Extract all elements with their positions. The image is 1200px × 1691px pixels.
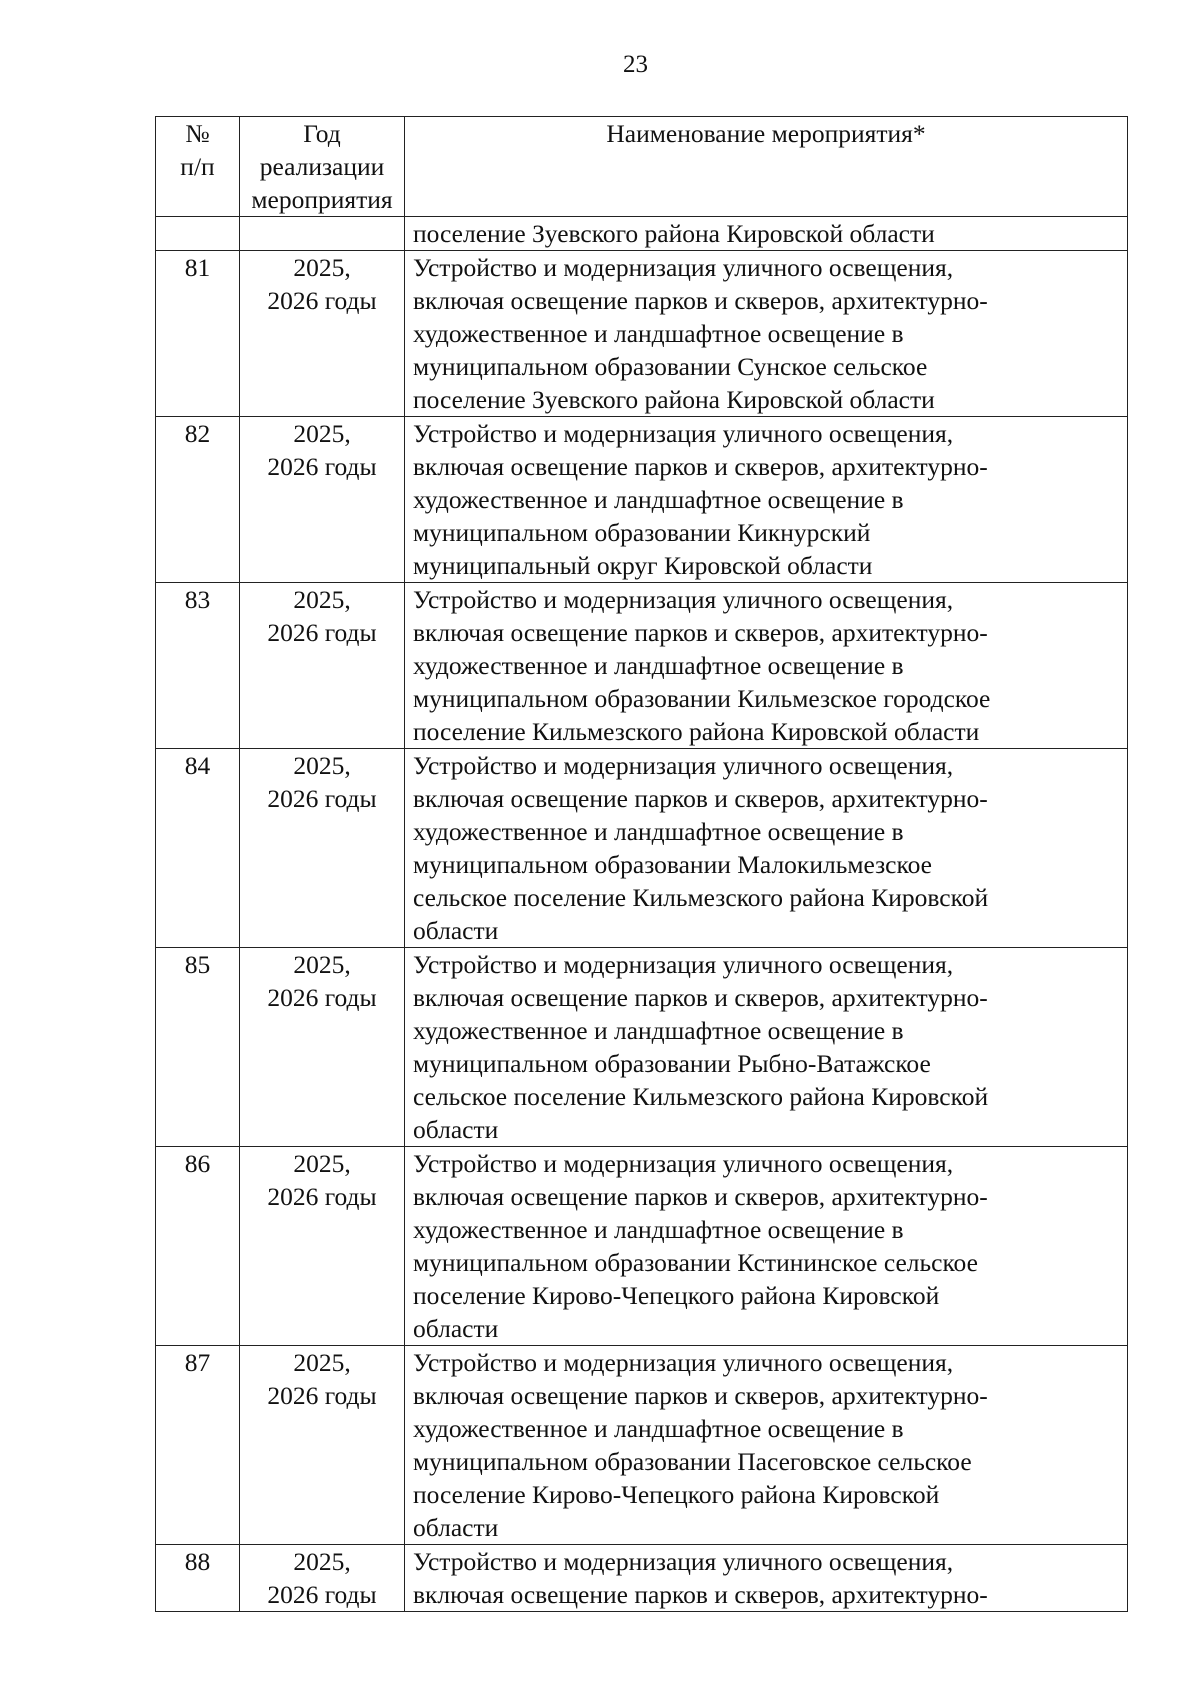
row-year-line: 2026 годы (267, 1182, 377, 1211)
row-name-line: Устройство и модернизация уличного освещения, (413, 751, 954, 780)
table-body (156, 217, 1128, 1612)
row-year-line: 2025, (293, 950, 351, 979)
row-year-cell (240, 749, 405, 948)
row-name-line: сельское поселение Кильмезского района Кировской (413, 1082, 989, 1111)
header-year-column (240, 117, 405, 217)
header-num-line: п/п (180, 152, 215, 181)
row-number-cell: 86 (156, 1147, 240, 1346)
row-number-cell: 85 (156, 948, 240, 1147)
row-name-line: включая освещение парков и скверов, архитектурно- (413, 983, 988, 1012)
row-year-line: 2026 годы (267, 1381, 377, 1410)
row-name-line: поселение Кильмезского района Кировской области (413, 717, 980, 746)
row-year-cell (240, 1147, 405, 1346)
row-name-cell (405, 1147, 1128, 1346)
table-row (156, 749, 1128, 948)
row-year-cell (240, 948, 405, 1147)
row-year-cell (240, 417, 405, 583)
header-year-line: мероприятия (251, 185, 393, 214)
row-name-line: художественное и ландшафтное освещение в (413, 1215, 904, 1244)
row-year-line: 2026 годы (267, 286, 377, 315)
row-name-line: муниципальном образовании Кстининское сельское (413, 1248, 978, 1277)
row-name-line: Устройство и модернизация уличного освещения, (413, 419, 954, 448)
measures-table (155, 116, 1128, 1612)
row-name-line: Устройство и модернизация уличного освещения, (413, 585, 954, 614)
row-year-cell (240, 1346, 405, 1545)
row-year-line: 2025, (293, 419, 351, 448)
continuation-name-cell: поселение Зуевского района Кировской области (405, 217, 1128, 251)
row-year-line: 2025, (293, 751, 351, 780)
table-row (156, 1147, 1128, 1346)
table-row (156, 1545, 1128, 1612)
row-number-cell: 83 (156, 583, 240, 749)
row-name-line: художественное и ландшафтное освещение в (413, 485, 904, 514)
row-name-line: включая освещение парков и скверов, архитектурно- (413, 286, 988, 315)
table-row (156, 251, 1128, 417)
row-name-line: области (413, 1513, 499, 1542)
table-row (156, 583, 1128, 749)
row-name-cell (405, 1346, 1128, 1545)
row-name-line: художественное и ландшафтное освещение в (413, 817, 904, 846)
row-name-line: поселение Кирово-Чепецкого района Кировской (413, 1480, 940, 1509)
row-year-line: 2025, (293, 585, 351, 614)
table-header (156, 117, 1128, 217)
row-year-cell (240, 1545, 405, 1612)
row-name-cell (405, 749, 1128, 948)
continuation-year-cell (240, 217, 405, 251)
row-name-line: Устройство и модернизация уличного освещения, (413, 1547, 954, 1576)
row-name-cell (405, 583, 1128, 749)
row-name-line: муниципальный округ Кировской области (413, 551, 873, 580)
row-number-cell: 82 (156, 417, 240, 583)
row-name-cell (405, 417, 1128, 583)
row-number-cell: 88 (156, 1545, 240, 1612)
header-year-line: Год (303, 119, 341, 148)
row-name-line: художественное и ландшафтное освещение в (413, 1016, 904, 1045)
row-name-line: Устройство и модернизация уличного освещения, (413, 1149, 954, 1178)
row-name-line: художественное и ландшафтное освещение в (413, 319, 904, 348)
row-year-line: 2026 годы (267, 1580, 377, 1609)
row-year-cell (240, 251, 405, 417)
row-name-line: поселение Кирово-Чепецкого района Кировской (413, 1281, 940, 1310)
row-name-line: Устройство и модернизация уличного освещения, (413, 950, 954, 979)
header-name-column: Наименование мероприятия* (405, 117, 1128, 217)
row-name-line: муниципальном образовании Сунское сельское (413, 352, 928, 381)
table-row (156, 417, 1128, 583)
row-name-line: сельское поселение Кильмезского района Кировской (413, 883, 989, 912)
row-name-line: муниципальном образовании Кикнурский (413, 518, 871, 547)
row-name-line: Устройство и модернизация уличного освещения, (413, 253, 954, 282)
table-row (156, 948, 1128, 1147)
row-number-cell: 84 (156, 749, 240, 948)
row-year-line: 2026 годы (267, 618, 377, 647)
row-name-line: области (413, 916, 499, 945)
row-name-line: Устройство и модернизация уличного освещения, (413, 1348, 954, 1377)
row-name-line: муниципальном образовании Кильмезское городское (413, 684, 991, 713)
row-name-cell (405, 251, 1128, 417)
row-name-line: муниципальном образовании Рыбно-Ватажское (413, 1049, 931, 1078)
row-name-line: области (413, 1314, 499, 1343)
row-year-line: 2025, (293, 253, 351, 282)
header-num-line: № (185, 119, 210, 148)
row-year-line: 2025, (293, 1547, 351, 1576)
table-row (156, 1346, 1128, 1545)
row-name-line: включая освещение парков и скверов, архитектурно- (413, 784, 988, 813)
page-number: 23 (623, 51, 648, 78)
row-name-line: включая освещение парков и скверов, архитектурно- (413, 1381, 988, 1410)
row-name-line: включая освещение парков и скверов, архитектурно- (413, 1580, 988, 1609)
row-name-line: художественное и ландшафтное освещение в (413, 1414, 904, 1443)
header-row (156, 117, 1128, 217)
row-name-cell (405, 948, 1128, 1147)
row-year-line: 2025, (293, 1348, 351, 1377)
row-year-cell (240, 583, 405, 749)
row-name-line: художественное и ландшафтное освещение в (413, 651, 904, 680)
header-num-column (156, 117, 240, 217)
row-name-line: муниципальном образовании Малокильмезское (413, 850, 932, 879)
row-name-line: включая освещение парков и скверов, архитектурно- (413, 1182, 988, 1211)
row-number-cell: 81 (156, 251, 240, 417)
row-name-line: области (413, 1115, 499, 1144)
row-year-line: 2025, (293, 1149, 351, 1178)
row-year-line: 2026 годы (267, 983, 377, 1012)
row-name-cell (405, 1545, 1128, 1612)
row-name-line: поселение Зуевского района Кировской области (413, 385, 935, 414)
row-year-line: 2026 годы (267, 452, 377, 481)
row-year-line: 2026 годы (267, 784, 377, 813)
header-year-line: реализации (259, 152, 385, 181)
row-name-line: муниципальном образовании Пасеговское сельское (413, 1447, 972, 1476)
row-name-line: включая освещение парков и скверов, архитектурно- (413, 452, 988, 481)
continuation-num-cell (156, 217, 240, 251)
continuation-row (156, 217, 1128, 251)
row-name-line: включая освещение парков и скверов, архитектурно- (413, 618, 988, 647)
row-number-cell: 87 (156, 1346, 240, 1545)
